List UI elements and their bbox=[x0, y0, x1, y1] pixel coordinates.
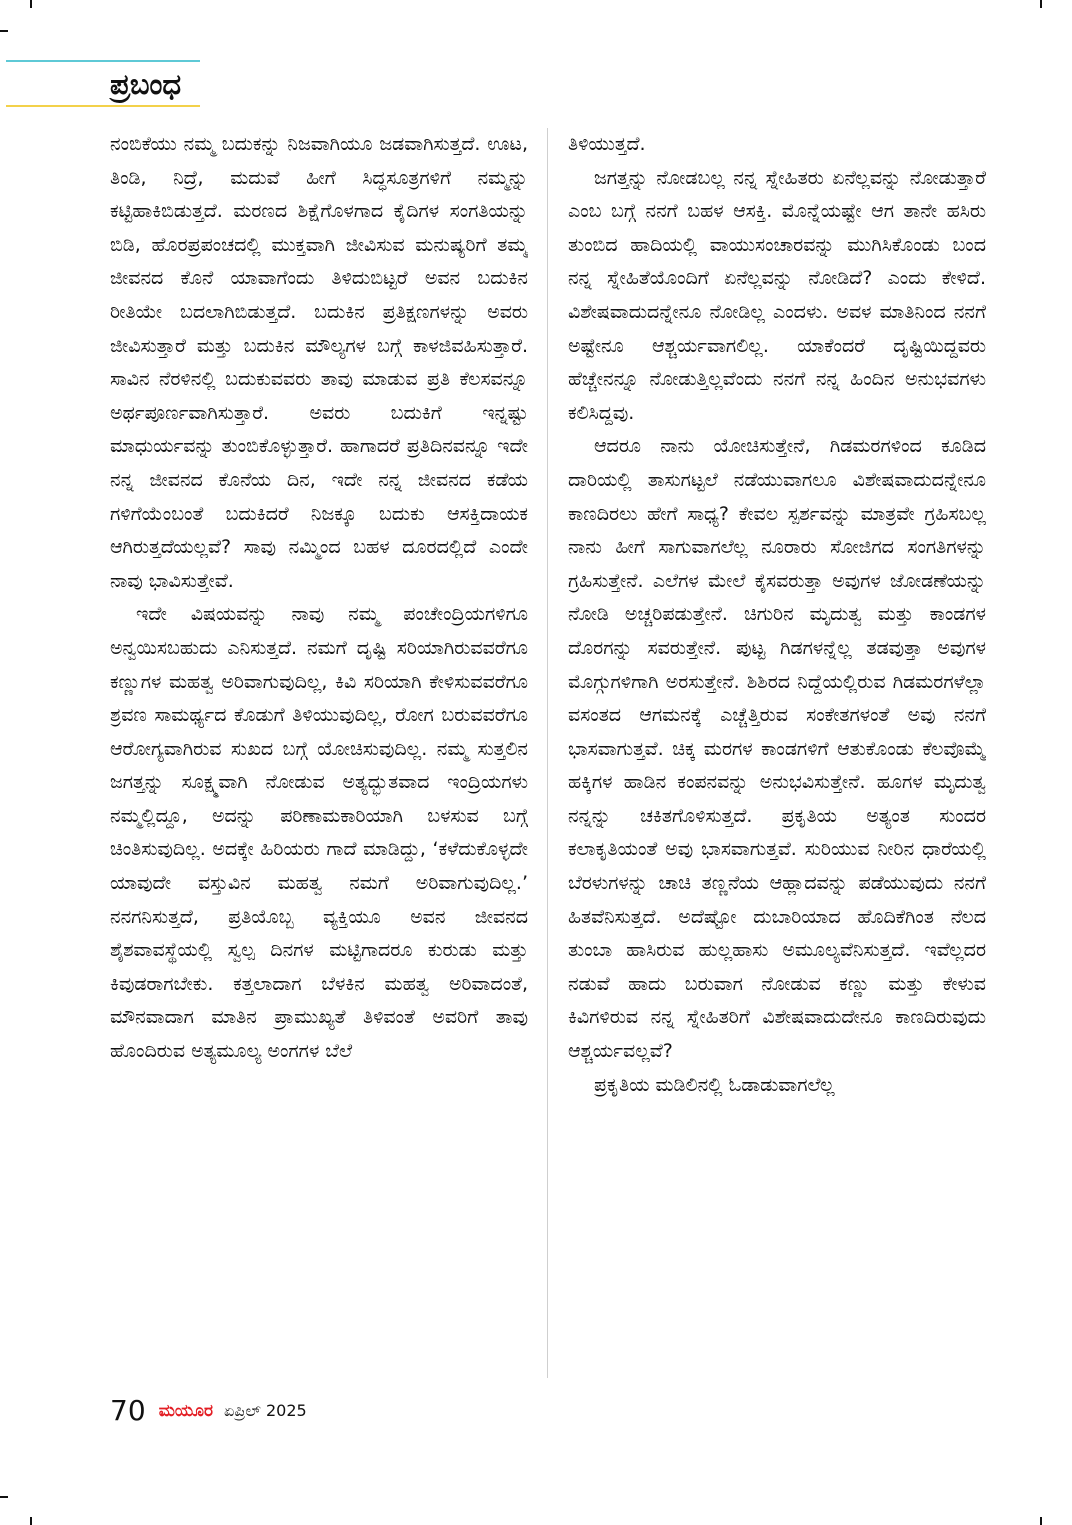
crop-mark-bottom-right bbox=[1040, 1517, 1042, 1525]
section-rule-bottom bbox=[6, 105, 200, 107]
page-footer bbox=[110, 1394, 307, 1428]
magazine-logo: ಮಯೂರ bbox=[158, 1400, 213, 1421]
crop-mark-left-upper bbox=[0, 30, 8, 32]
page-number: 70 bbox=[110, 1394, 146, 1427]
paragraph: ಇದೇ ವಿಷಯವನ್ನು ನಾವು ನಮ್ಮ ಪಂಚೇಂದ್ರಿಯಗಳಿಗೂ ಅನ್ವಯಿಸಬಹುದು ಎನಿಸುತ್ತದೆ. ನಮಗೆ ದೃಷ್ಟಿ ಸರಿಯಾಗಿರುವವರೆಗೂ ಕಣ್ಣುಗಳ ಮಹತ್ವ ಅರಿವಾಗುವುದಿಲ್ಲ, ಕಿವಿ ಸರಿಯಾಗಿ ಕೇಳಿಸುವವರೆಗೂ ಶ್ರವಣ ಸಾಮರ್ಥ್ಯದ ಕೊಡುಗೆ ತಿಳಿಯುವುದಿಲ್ಲ, ರೋಗ ಬರುವವರೆಗೂ ಆರೋಗ್ಯವಾಗಿರುವ ಸುಖದ ಬಗ್ಗೆ ಯೋಚಿಸುವುದಿಲ್ಲ. ನಮ್ಮ ಸುತ್ತಲಿನ ಜಗತ್ತನ್ನು ಸೂಕ್ಷ್ಮವಾಗಿ ನೋಡುವ ಅತ್ಯದ್ಭುತವಾದ ಇಂದ್ರಿಯಗಳು ನಮ್ಮಲ್ಲಿದ್ದೂ, ಅದನ್ನು ಪರಿಣಾಮಕಾರಿಯಾಗಿ ಬಳಸುವ ಬಗ್ಗೆ ಚಿಂತಿಸುವುದಿಲ್ಲ. ಅದಕ್ಕೇ ಹಿರಿಯರು ಗಾದೆ ಮಾಡಿದ್ದು, ‘ಕಳೆದುಕೊಳ್ಳದೇ ಯಾವುದೇ ವಸ್ತುವಿನ ಮಹತ್ವ ನಮಗೆ ಅರಿವಾಗುವುದಿಲ್ಲ.’ ನನಗನಿಸುತ್ತದೆ, ಪ್ರತಿಯೊಬ್ಬ ವ್ಯಕ್ತಿಯೂ ಅವನ ಜೀವನದ ಶೈಶವಾವಸ್ಥೆಯಲ್ಲಿ ಸ್ವಲ್ಪ ದಿನಗಳ ಮಟ್ಟಿಗಾದರೂ ಕುರುಡು ಮತ್ತು ಕಿವುಡರಾಗಬೇಕು. ಕತ್ತಲಾದಾಗ ಬೆಳಕಿನ ಮಹತ್ವ ಅರಿವಾದಂತೆ, ಮೌನವಾದಾಗ ಮಾತಿನ ಪ್ರಾಮುಖ್ಯತೆ ತಿಳಿವಂತೆ ಅವರಿಗೆ ತಾವು ಹೊಂದಿರುವ ಅತ್ಯಮೂಲ್ಯ ಅಂಗಗಳ ಬೆಲೆ bbox=[110, 603, 528, 1063]
article-column-right bbox=[568, 128, 986, 1378]
crop-mark-bottom-left bbox=[30, 1517, 32, 1525]
crop-mark-top-right bbox=[1040, 0, 1042, 8]
paragraph: ಪ್ರಕೃತಿಯ ಮಡಿಲಿನಲ್ಲಿ ಓಡಾಡುವಾಗಲೆಲ್ಲ bbox=[594, 1073, 835, 1096]
crop-mark-left-lower bbox=[0, 1496, 8, 1498]
section-rule-top bbox=[6, 60, 200, 62]
column-divider bbox=[547, 128, 548, 1378]
section-header bbox=[0, 60, 200, 110]
paragraph: ಆದರೂ ನಾನು ಯೋಚಿಸುತ್ತೇನೆ, ಗಿಡಮರಗಳಿಂದ ಕೂಡಿದ ದಾರಿಯಲ್ಲಿ ತಾಸುಗಟ್ಟಲೆ ನಡೆಯುವಾಗಲೂ ವಿಶೇಷವಾದುದನ್ನೇನೂ ಕಾಣದಿರಲು ಹೇಗೆ ಸಾಧ್ಯ? ಕೇವಲ ಸ್ಪರ್ಶವನ್ನು ಮಾತ್ರವೇ ಗ್ರಹಿಸಬಲ್ಲ ನಾನು ಹೀಗೆ ಸಾಗುವಾಗಲೆಲ್ಲ ನೂರಾರು ಸೋಜಿಗದ ಸಂಗತಿಗಳನ್ನು ಗ್ರಹಿಸುತ್ತೇನೆ. ಎಲೆಗಳ ಮೇಲೆ ಕೈಸವರುತ್ತಾ ಅವುಗಳ ಜೋಡಣೆಯನ್ನು ನೋಡಿ ಅಚ್ಚರಿಪಡುತ್ತೇನೆ. ಚಿಗುರಿನ ಮೃದುತ್ವ ಮತ್ತು ಕಾಂಡಗಳ ದೊರಗನ್ನು ಸವರುತ್ತೇನೆ. ಪುಟ್ಟ ಗಿಡಗಳನ್ನೆಲ್ಲ ತಡವುತ್ತಾ ಅವುಗಳ ಮೊಗ್ಗುಗಳಿಗಾಗಿ ಅರಸುತ್ತೇನೆ. ಶಿಶಿರದ ನಿದ್ದೆಯಲ್ಲಿರುವ ಗಿಡಮರಗಳೆಲ್ಲಾ ವಸಂತದ ಆಗಮನಕ್ಕೆ ಎಚ್ಚೆತ್ತಿರುವ ಸಂಕೇತಗಳಂತೆ ಅವು ನನಗೆ ಭಾಸವಾಗುತ್ತವೆ. ಚಿಕ್ಕ ಮರಗಳ ಕಾಂಡಗಳಿಗೆ ಆತುಕೊಂಡು ಕೆಲವೊಮ್ಮೆ ಹಕ್ಕಿಗಳ ಹಾಡಿನ ಕಂಪನವನ್ನು ಅನುಭವಿಸುತ್ತೇನೆ. ಹೂಗಳ ಮೃದುತ್ವ ನನ್ನನ್ನು ಚಕಿತಗೊಳಿಸುತ್ತದೆ. ಪ್ರಕೃತಿಯ ಅತ್ಯಂತ ಸುಂದರ ಕಲಾಕೃತಿಯಂತೆ ಅವು ಭಾಸವಾಗುತ್ತವೆ. ಸುರಿಯುವ ನೀರಿನ ಧಾರೆಯಲ್ಲಿ ಬೆರಳುಗಳನ್ನು ಚಾಚಿ ತಣ್ಣನೆಯ ಆಹ್ಲಾದವನ್ನು ಪಡೆಯುವುದು ನನಗೆ ಹಿತವೆನಿಸುತ್ತದೆ. ಅದೆಷ್ಟೋ ದುಬಾರಿಯಾದ ಹೊದಿಕೆಗಿಂತ ನೆಲದ ತುಂಬಾ ಹಾಸಿರುವ ಹುಲ್ಲಹಾಸು ಅಮೂಲ್ಯವೆನಿಸುತ್ತದೆ. ಇವೆಲ್ಲದರ ನಡುವೆ ಹಾದು ಬರುವಾಗ ನೋಡುವ ಕಣ್ಣು ಮತ್ತು ಕೇಳುವ ಕಿವಿಗಳಿರುವ ನನ್ನ ಸ್ನೇಹಿತರಿಗೆ ವಿಶೇಷವಾದುದೇನೂ ಕಾಣದಿರುವುದು ಆಶ್ಚರ್ಯವಲ್ಲವೆ? bbox=[568, 435, 986, 1063]
article-column-left bbox=[110, 128, 528, 1378]
paragraph: ತಿಳಿಯುತ್ತದೆ. bbox=[568, 133, 646, 155]
crop-mark-top-left bbox=[30, 0, 32, 8]
issue-date: ಏಪ್ರಿಲ್ 2025 bbox=[224, 1400, 307, 1420]
paragraph: ನಂಬಿಕೆಯು ನಮ್ಮ ಬದುಕನ್ನು ನಿಜವಾಗಿಯೂ ಜಡವಾಗಿಸುತ್ತದೆ. ಊಟ, ತಿಂಡಿ, ನಿದ್ರೆ, ಮದುವೆ ಹೀಗೆ ಸಿದ್ಧಸೂತ್ರಗಳಿಗೆ ನಮ್ಮನ್ನು ಕಟ್ಟಿಹಾಕಿಬಿಡುತ್ತದೆ. ಮರಣದ ಶಿಕ್ಷೆಗೊಳಗಾದ ಕೈದಿಗಳ ಸಂಗತಿಯನ್ನು ಬಿಡಿ, ಹೊರಪ್ರಪಂಚದಲ್ಲಿ ಮುಕ್ತವಾಗಿ ಜೀವಿಸುವ ಮನುಷ್ಯರಿಗೆ ತಮ್ಮ ಜೀವನದ ಕೊನೆ ಯಾವಾಗೆಂದು ತಿಳಿದುಬಿಟ್ಟರೆ ಅವನ ಬದುಕಿನ ರೀತಿಯೇ ಬದಲಾಗಿಬಿಡುತ್ತದೆ. ಬದುಕಿನ ಪ್ರತಿಕ್ಷಣಗಳನ್ನು ಅವರು ಜೀವಿಸುತ್ತಾರೆ ಮತ್ತು ಬದುಕಿನ ಮೌಲ್ಯಗಳ ಬಗ್ಗೆ ಕಾಳಜಿವಹಿಸುತ್ತಾರೆ. ಸಾವಿನ ನೆರಳಿನಲ್ಲಿ ಬದುಕುವವರು ತಾವು ಮಾಡುವ ಪ್ರತಿ ಕೆಲಸವನ್ನೂ ಅರ್ಥಪೂರ್ಣವಾಗಿಸುತ್ತಾರೆ. ಅವರು ಬದುಕಿಗೆ ಇನ್ನಷ್ಟು ಮಾಧುರ್ಯವನ್ನು ತುಂಬಿಕೊಳ್ಳುತ್ತಾರೆ. ಹಾಗಾದರೆ ಪ್ರತಿದಿನವನ್ನೂ ಇದೇ ನನ್ನ ಜೀವನದ ಕೊನೆಯ ದಿನ, ಇದೇ ನನ್ನ ಜೀವನದ ಕಡೆಯ ಗಳಿಗೆಯೆಂಬಂತೆ ಬದುಕಿದರೆ ನಿಜಕ್ಕೂ ಬದುಕು ಆಸಕ್ತಿದಾಯಕ ಆಗಿರುತ್ತದೆಯಲ್ಲವೆ? ಸಾವು ನಮ್ಮಿಂದ ಬಹಳ ದೂರದಲ್ಲಿದೆ ಎಂದೇ ನಾವು ಭಾವಿಸುತ್ತೇವೆ. bbox=[110, 133, 528, 592]
paragraph: ಜಗತ್ತನ್ನು ನೋಡಬಲ್ಲ ನನ್ನ ಸ್ನೇಹಿತರು ಏನೆಲ್ಲವನ್ನು ನೋಡುತ್ತಾರೆ ಎಂಬ ಬಗ್ಗೆ ನನಗೆ ಬಹಳ ಆಸಕ್ತಿ. ಮೊನ್ನೆಯಷ್ಟೇ ಆಗ ತಾನೇ ಹಸಿರು ತುಂಬಿದ ಹಾದಿಯಲ್ಲಿ ವಾಯುಸಂಚಾರವನ್ನು ಮುಗಿಸಿಕೊಂಡು ಬಂದ ನನ್ನ ಸ್ನೇಹಿತೆಯೊಂದಿಗೆ ಏನೆಲ್ಲವನ್ನು ನೋಡಿದೆ? ಎಂದು ಕೇಳಿದೆ. ವಿಶೇಷವಾದುದನ್ನೇನೂ ನೋಡಿಲ್ಲ ಎಂದಳು. ಅವಳ ಮಾತಿನಿಂದ ನನಗೆ ಅಷ್ಟೇನೂ ಆಶ್ಚರ್ಯವಾಗಲಿಲ್ಲ. ಯಾಕೆಂದರೆ ದೃಷ್ಟಿಯಿದ್ದವರು ಹೆಚ್ಚೇನನ್ನೂ ನೋಡುತ್ತಿಲ್ಲವೆಂದು ನನಗೆ ನನ್ನ ಹಿಂದಿನ ಅನುಭವಗಳು ಕಲಿಸಿದ್ದವು. bbox=[568, 166, 986, 424]
section-title: ಪ್ರಬಂಧ bbox=[110, 67, 182, 101]
